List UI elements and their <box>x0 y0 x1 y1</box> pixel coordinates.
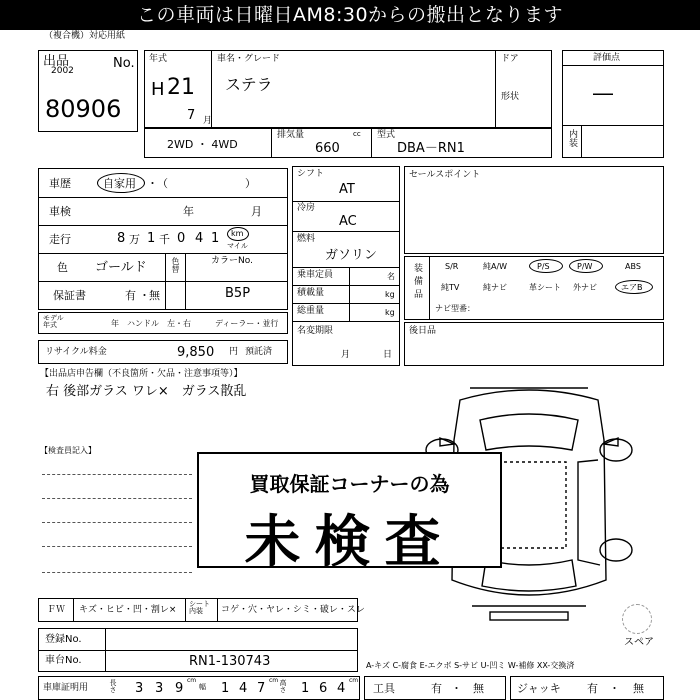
sales-point-box <box>404 166 664 254</box>
rating-label: 評価点 <box>593 53 621 63</box>
cert-len-label: 長さ <box>109 679 117 693</box>
drive-value: 2WD ・ 4WD <box>167 138 238 151</box>
lot-year-code: 2002 <box>51 66 74 76</box>
displacement-value: 660 <box>315 141 340 156</box>
lot-no-label: No. <box>113 56 135 71</box>
lot-out-label: 出品 <box>43 54 70 69</box>
equip-aw: 純A/W <box>483 262 508 271</box>
tools-yes: 有 <box>431 682 442 695</box>
door-label: ドア <box>501 54 519 64</box>
model-label: 車名・グレード <box>217 54 281 64</box>
year-month: 7 <box>187 108 196 123</box>
equip-airbag: エアB <box>621 283 643 292</box>
equip-sr: S/R <box>445 262 459 271</box>
tools-dot: ・ <box>451 682 462 695</box>
spare-circle <box>622 604 652 634</box>
load-label: 積載量 <box>297 288 325 298</box>
fuel-label: 燃料 <box>297 234 316 244</box>
equip-abs: ABS <box>625 262 641 271</box>
recycle-label: リサイクル料金 <box>45 347 107 357</box>
mileage-man: 8 <box>117 231 126 246</box>
interior-label: 内装 <box>567 129 577 147</box>
warranty-dot: ・ <box>139 289 150 302</box>
displacement-label: 排気量 <box>277 130 305 140</box>
shift-label: シフト <box>297 169 325 179</box>
type-label: 型式 <box>377 130 396 140</box>
cert-cm-2: cm <box>269 677 279 684</box>
period-label: 名変期限 <box>297 326 334 336</box>
equip-ps: P/S <box>537 262 550 271</box>
year-value: 21 <box>167 75 195 100</box>
uninspected-stamp <box>197 452 502 575</box>
cert-label: 車庫証明用 <box>43 683 89 693</box>
model-year-year: 年 <box>111 319 119 328</box>
seat-value: コゲ・穴・ヤレ・シミ・破レ・スレ <box>221 605 365 615</box>
fuel-value: ガソリン <box>325 248 378 263</box>
color-code: B5P <box>225 286 251 301</box>
warranty-label: 保証書 <box>53 289 86 302</box>
mileage-d3: 1 <box>211 231 220 246</box>
year-label: 年式 <box>149 54 168 64</box>
cert-w-1: 1 <box>221 681 230 696</box>
year-model-box <box>144 50 552 128</box>
roof <box>492 462 566 548</box>
rating-value: ― <box>593 81 613 105</box>
stamp-line1: 買取保証コーナーの為 <box>249 472 450 496</box>
recycle-unit: 円 <box>229 347 239 357</box>
aftermarket-label: 後日品 <box>409 326 437 336</box>
ac-label: 冷房 <box>297 203 316 213</box>
inspector-label: 【検査員記入】 <box>40 446 96 455</box>
jack-box <box>510 676 664 700</box>
history-value: 自家用 <box>103 177 136 190</box>
cert-w-label: 幅 <box>199 683 206 691</box>
cert-w-3: 7 <box>257 681 266 696</box>
header-note: （複合機）対応用紙 <box>44 31 126 41</box>
equip-nav-type: ナビ型番： <box>435 304 475 313</box>
windshield <box>480 414 578 450</box>
shape-label: 形状 <box>501 92 520 102</box>
color-code-label: カラーNo. <box>211 256 253 266</box>
capacity-label: 乗車定員 <box>297 270 334 280</box>
color-change: 色替 <box>171 257 180 273</box>
equip-tv: 純TV <box>441 283 460 292</box>
registration-box <box>38 628 358 672</box>
mileage-sen-unit: 千 <box>159 233 170 246</box>
stamp-line2: 未検査 <box>244 510 455 575</box>
warranty-yes: 有 <box>125 289 136 302</box>
sales-point-label: セールスポイント <box>409 170 481 180</box>
top-banner: この車両は日曜日AM8:30からの搬出となります <box>0 0 700 30</box>
history-label: 車歴 <box>49 177 71 190</box>
cert-len-1: 3 <box>135 681 144 696</box>
equipment-label: 装備品 <box>412 263 422 302</box>
type-value: DBA－RN1 <box>397 141 465 156</box>
chassis-label: 車台No. <box>45 655 82 666</box>
lot-box <box>38 50 138 132</box>
chassis-value: RN1-130743 <box>189 654 271 669</box>
history-dot: ・ <box>147 177 158 190</box>
aftermarket-box <box>404 322 664 366</box>
equip-navi: 純ナビ <box>483 283 507 292</box>
load-unit: kg <box>385 290 395 299</box>
cert-len-3: 9 <box>175 681 184 696</box>
damage-legend: A-キズ C-腐食 E-エクボ S-サビ U-凹ミ W-補修 XX-交換済 <box>366 661 575 670</box>
tools-label: 工具 <box>373 682 395 695</box>
jack-yes: 有 <box>587 682 598 695</box>
cert-h-3: 4 <box>337 681 346 696</box>
spare-label: スペア <box>624 637 654 648</box>
color-value: ゴールド <box>95 260 147 275</box>
cert-w-2: 4 <box>239 681 248 696</box>
mileage-mile: マイル <box>227 242 248 250</box>
store-notes-label: 【出品店申告欄（不良箇所・欠品・注意事項等）】 <box>40 369 243 379</box>
jack-no: 無 <box>633 682 644 695</box>
registration-label: 登録No. <box>45 634 82 645</box>
mileage-man-unit: 万 <box>129 233 140 246</box>
cert-cm-3: cm <box>349 677 359 684</box>
jack-label: ジャッキ <box>517 682 561 695</box>
cert-h-1: 1 <box>301 681 310 696</box>
inspection-label: 車検 <box>49 205 71 218</box>
cert-len-2: 3 <box>155 681 164 696</box>
mileage-d2: 4 <box>195 231 204 246</box>
drive-box <box>144 128 552 158</box>
period-month: 月 <box>341 350 351 360</box>
gross-label: 総重量 <box>297 306 325 316</box>
period-day: 日 <box>383 350 393 360</box>
model-year-label: モデル年式 <box>43 314 64 329</box>
equip-ext-navi: 外ナビ <box>573 283 597 292</box>
recycle-value: 9,850 <box>177 345 215 360</box>
history-paren: （ ） <box>157 177 256 190</box>
inspection-year: 年 <box>183 205 194 218</box>
gross-unit: kg <box>385 308 395 317</box>
equipment-box <box>404 256 664 320</box>
spec-table <box>292 166 400 366</box>
mileage-d1: 0 <box>177 231 186 246</box>
recycle-status: 預託済 <box>245 347 273 357</box>
inspection-month: 月 <box>251 205 262 218</box>
shift-value: AT <box>339 182 355 197</box>
displacement-unit: cc <box>353 130 361 138</box>
color-label: 色 <box>57 261 68 274</box>
tools-no: 無 <box>473 682 484 695</box>
mileage-label: 走行 <box>49 233 71 246</box>
mileage-km: km <box>231 229 244 238</box>
capacity-unit: 名 <box>387 272 395 281</box>
year-era: H <box>151 79 165 100</box>
recycle-box <box>38 340 288 364</box>
fw-label: ＦＷ <box>47 605 66 615</box>
year-month-unit: 月 <box>203 116 213 126</box>
model-year-dealer: ディーラー・並行 <box>215 319 279 328</box>
store-notes-value: 右 後部ガラス ワレ× ガラス散乱 <box>46 384 247 399</box>
model-year-strip <box>38 312 288 334</box>
cert-h-2: 6 <box>319 681 328 696</box>
jack-dot: ・ <box>609 682 620 695</box>
cert-h-label: 高さ <box>279 679 287 693</box>
model-year-handle: ハンドル 左・右 <box>127 319 191 328</box>
seat-label: シート内装 <box>189 600 210 615</box>
lot-number: 80906 <box>45 95 122 123</box>
model-value: ステラ <box>225 75 273 94</box>
fw-seat-box <box>38 598 365 622</box>
equip-pw: P/W <box>577 262 593 271</box>
fw-value: キズ・ヒビ・凹・割レ× <box>79 605 177 615</box>
rating-box <box>562 50 664 158</box>
vehicle-info-table <box>38 168 288 310</box>
equip-leather: 革シート <box>529 283 561 292</box>
ac-value: AC <box>339 214 357 229</box>
cert-cm-1: cm <box>187 677 197 684</box>
mileage-sen: 1 <box>147 231 156 246</box>
tools-box <box>364 676 506 700</box>
warranty-no: 無 <box>149 289 160 302</box>
cert-box <box>38 676 360 700</box>
